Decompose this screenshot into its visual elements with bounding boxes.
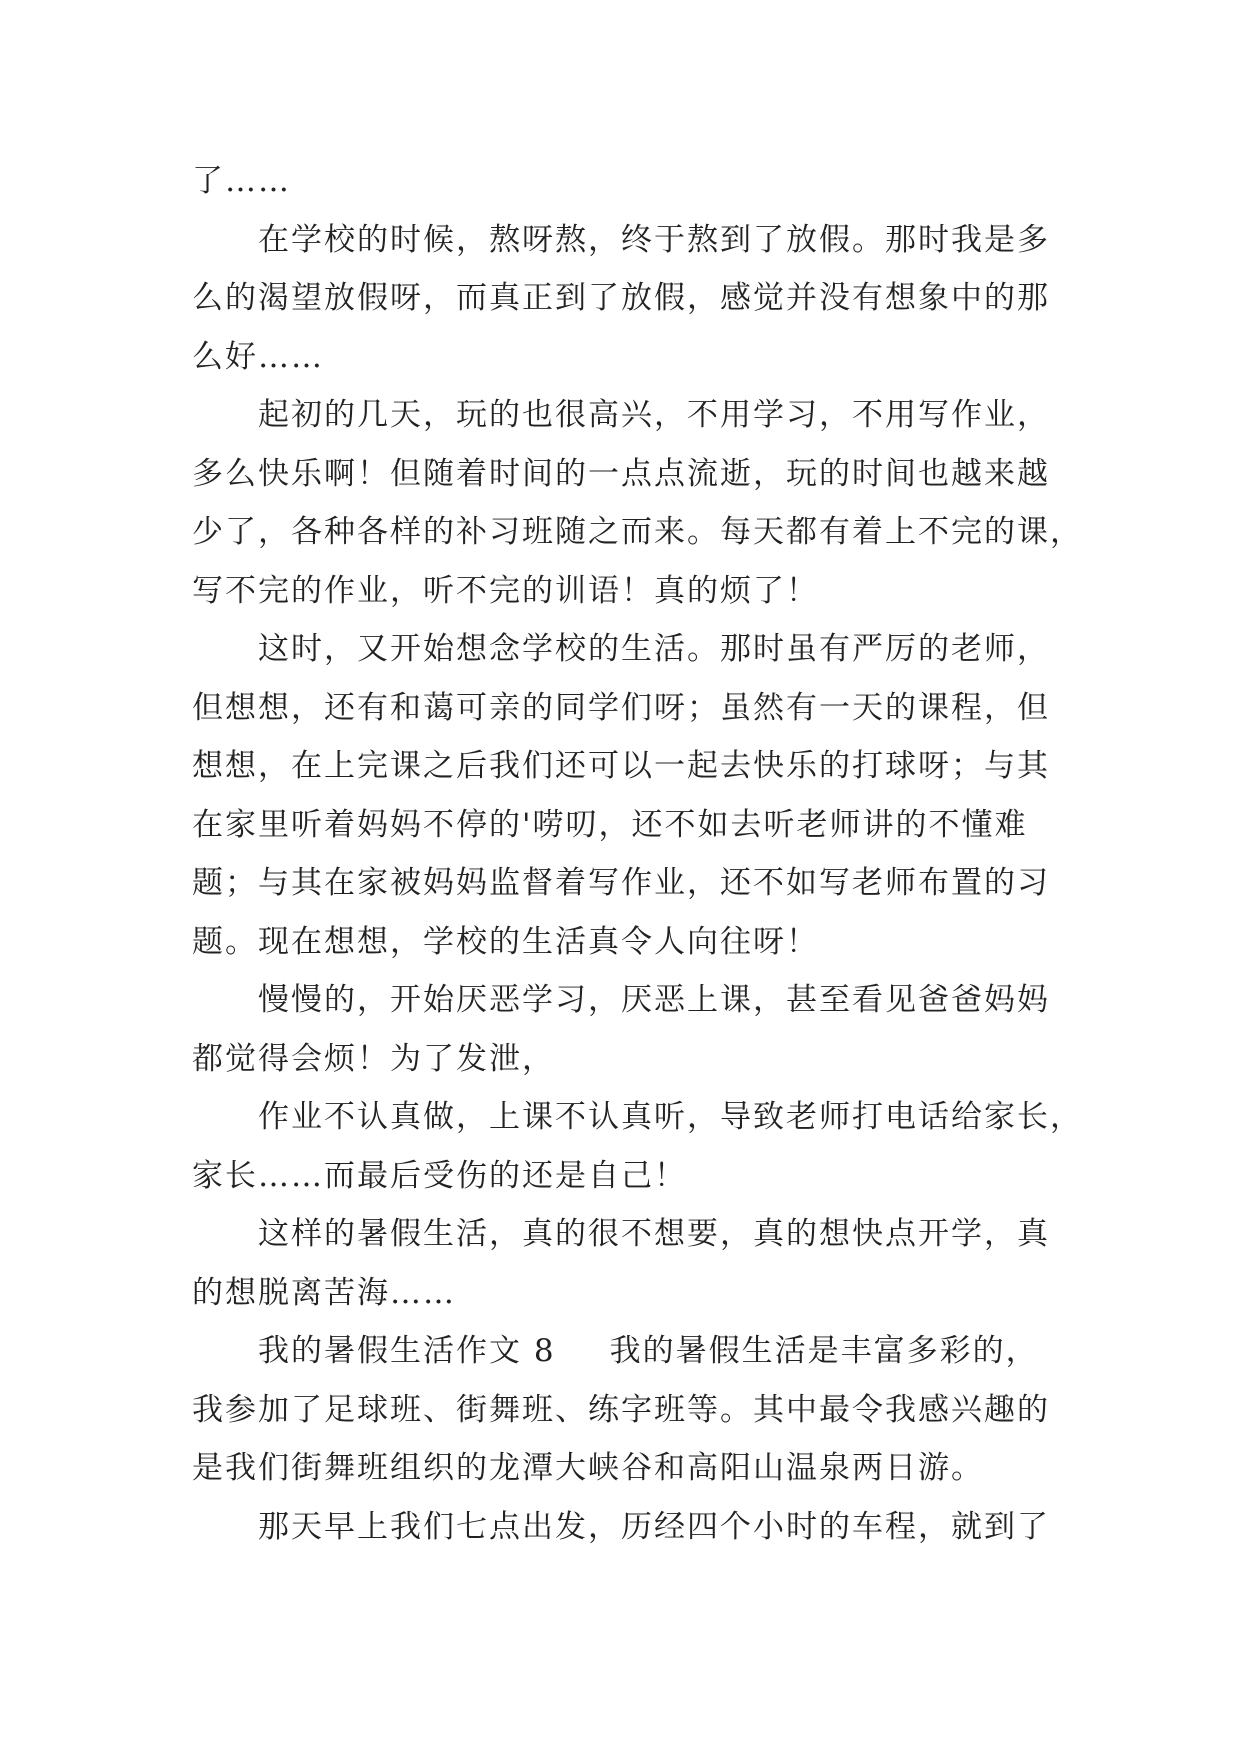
paragraph-line: 但想想，还有和蔼可亲的同学们呀；虽然有一天的课程，但 — [192, 689, 1050, 726]
paragraph-line: 么好…… — [192, 338, 324, 375]
paragraph-line: 了…… — [192, 163, 291, 199]
paragraph-line: 都觉得会烦！为了发泄， — [192, 1040, 555, 1077]
paragraph-line: 少了，各种各样的补习班随之而来。每天都有着上不完的课， — [192, 514, 1083, 550]
paragraph-line: 想想，在上完课之后我们还可以一起去快乐的打球呀；与其 — [192, 748, 1050, 784]
paragraph-line: 在学校的时候，熬呀熬，终于熬到了放假。那时我是多 — [258, 221, 1050, 258]
paragraph-line: 起初的几天，玩的也很高兴，不用学习，不用写作业， — [258, 397, 1050, 433]
essay-title: 我的暑假生活作文 8 — [258, 1333, 556, 1369]
essay-heading-line — [192, 1322, 1062, 1381]
paragraph-line: 题；与其在家被妈妈监督着写作业，还不如写老师布置的习 — [192, 865, 1050, 901]
paragraph-line: 这样的暑假生活，真的很不想要，真的想快点开学，真 — [258, 1216, 1050, 1252]
paragraph-line: 这时，又开始想念学校的生活。那时虽有严厉的老师， — [258, 631, 1050, 667]
paragraph-line: 题。现在想想，学校的生活真令人向往呀！ — [192, 923, 819, 960]
paragraph-line: 作业不认真做，上课不认真听，导致老师打电话给家长， — [258, 1099, 1083, 1135]
paragraph-line: 多么快乐啊！但随着时间的一点点流逝，玩的时间也越来越 — [192, 455, 1050, 492]
paragraph-line: 的想脱离苦海…… — [192, 1274, 456, 1311]
paragraph-line: 那天早上我们七点出发，历经四个小时的车程，就到了 — [258, 1508, 1050, 1545]
paragraph-line: 慢慢的，开始厌恶学习，厌恶上课，甚至看见爸爸妈妈 — [258, 982, 1050, 1018]
paragraph-line: 我参加了足球班、街舞班、练字班等。其中最令我感兴趣的 — [192, 1391, 1050, 1428]
paragraph-line: 在家里听着妈妈不停的'唠叨，还不如去听老师讲的不懂难 — [192, 806, 1028, 843]
paragraph-line: 是我们街舞班组织的龙潭大峡谷和高阳山温泉两日游。 — [192, 1450, 984, 1486]
essay-opening: 我的暑假生活是丰富多彩的， — [609, 1333, 1039, 1369]
paragraph-line: 写不完的作业，听不完的训语！真的烦了！ — [192, 572, 819, 609]
paragraph-line: 家长……而最后受伤的还是自己！ — [192, 1157, 687, 1194]
document-body — [192, 152, 1083, 1556]
paragraph-line: 么的渴望放假呀，而真正到了放假，感觉并没有想象中的那 — [192, 280, 1050, 316]
